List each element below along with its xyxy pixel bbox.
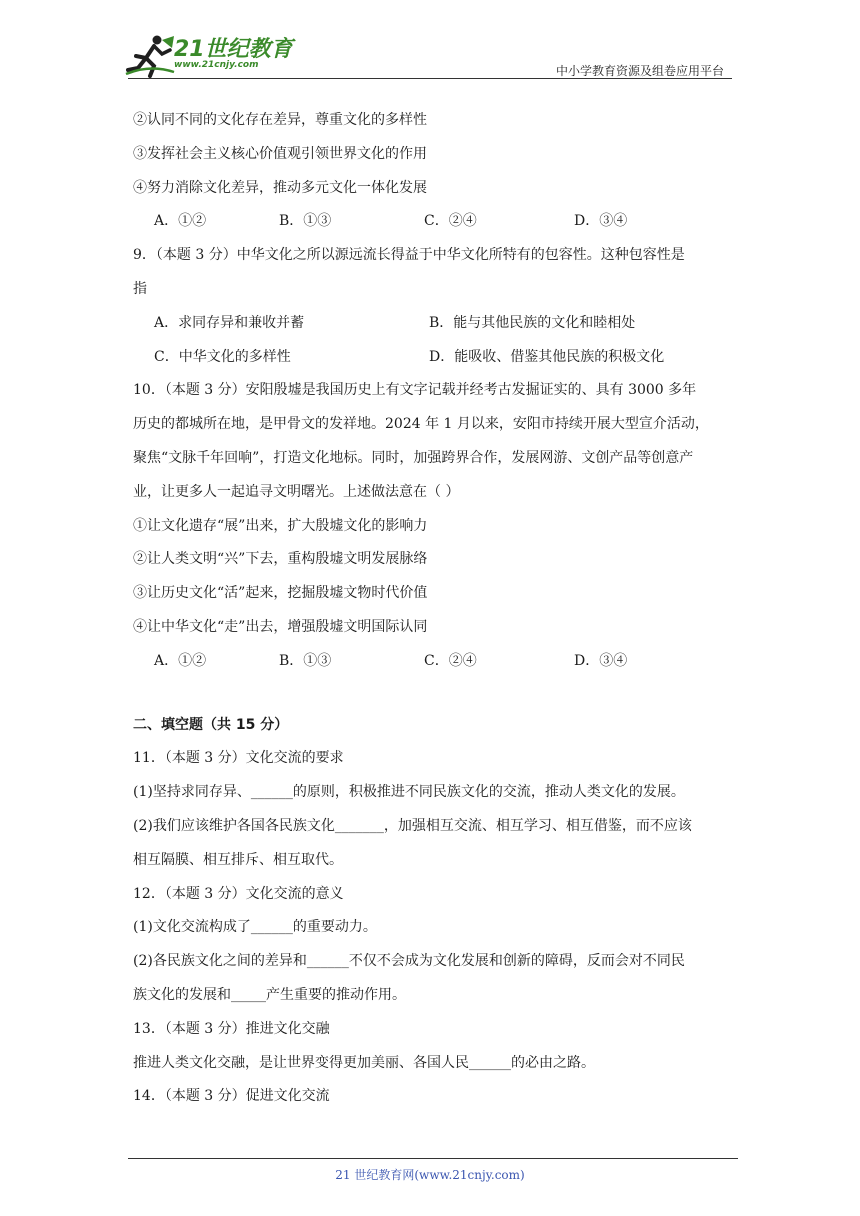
q11-part-2-cont: 相互隔膜、相互排斥、相互取代。 (133, 851, 343, 868)
option-d[interactable]: D．③④ (574, 213, 628, 230)
q8-options (133, 205, 733, 239)
q12-part-1: (1)文化交流构成了______的重要动力。 (133, 919, 377, 936)
runner-logo-icon (124, 34, 176, 78)
q11-part-1: (1)坚持求同存异、______的原则，积极推进不同民族文化的交流，推动人类文化的发展。 (133, 784, 685, 801)
site-logo[interactable] (124, 32, 294, 80)
option-b[interactable]: B．①③ (279, 652, 332, 669)
document-body (133, 104, 733, 1114)
q9-options-row2 (133, 341, 733, 375)
q10-statement-2: ②让人类文明“兴”下去，重构殷墟文明发展脉络 (133, 551, 428, 568)
option-c[interactable]: C．②④ (424, 652, 477, 669)
statement-3: ③发挥社会主义核心价值观引领世界文化的作用 (133, 145, 427, 162)
section-gap (133, 679, 733, 709)
q9-stem-cont: 指 (133, 280, 147, 297)
q9-options-row1 (133, 307, 733, 341)
option-a[interactable]: A．①② (154, 652, 207, 669)
q11-part-2: (2)我们应该维护各国各民族文化_______，加强相互交流、相互学习、相互借鉴，而不应该 (133, 817, 692, 834)
footer-divider (128, 1158, 738, 1159)
q10-statement-4: ④让中华文化“走”出去，增强殷墟文明国际认同 (133, 618, 428, 635)
q10-stem-3: 聚焦“文脉千年回响”，打造文化地标。同时，加强跨界合作，发展网游、文创产品等创意产 (133, 449, 694, 466)
q13-title: 13．（本题 3 分）推进文化交融 (133, 1020, 330, 1037)
statement-4: ④努力消除文化差异，推动多元文化一体化发展 (133, 179, 427, 196)
option-c[interactable]: C．中华文化的多样性 (154, 348, 291, 365)
option-a[interactable]: A．①② (154, 213, 207, 230)
logo-title: 21世纪教育 (174, 37, 293, 62)
q12-title: 12．（本题 3 分）文化交流的意义 (133, 885, 344, 902)
footer-link[interactable]: 21 世纪教育网(www.21cnjy.com) (335, 1168, 525, 1182)
q11-title: 11．（本题 3 分）文化交流的要求 (133, 750, 344, 767)
option-a[interactable]: A．求同存异和兼收并蓄 (154, 314, 305, 331)
platform-name: 中小学教育资源及组卷应用平台 (555, 64, 724, 78)
page-header (0, 0, 860, 90)
option-d[interactable]: D．③④ (574, 652, 628, 669)
q12-part-2-cont: 族文化的发展和_____产生重要的推动作用。 (133, 986, 406, 1003)
q10-statement-3: ③让历史文化“活”起来，挖掘殷墟文物时代价值 (133, 585, 428, 602)
option-b[interactable]: B．能与其他民族的文化和睦相处 (429, 314, 636, 331)
header-divider (128, 78, 732, 79)
q10-stem-4: 业，让更多人一起追寻文明曙光。上述做法意在（ ） (133, 483, 460, 500)
q10-statement-1: ①让文化遗存“展”出来，扩大殷墟文化的影响力 (133, 517, 428, 534)
q10-options (133, 645, 733, 679)
section-heading: 二、填空题（共 15 分） (133, 716, 289, 733)
q14-title: 14．（本题 3 分）促进文化交流 (133, 1088, 330, 1105)
option-b[interactable]: B．①③ (279, 213, 332, 230)
q10-stem-2: 历史的都城所在地，是甲骨文的发祥地。2024 年 1 月以来，安阳市持续开展大型宣介活动， (133, 416, 709, 433)
option-d[interactable]: D．能吸收、借鉴其他民族的积极文化 (429, 348, 665, 365)
statement-2: ②认同不同的文化存在差异，尊重文化的多样性 (133, 112, 427, 128)
q9-stem: 9．（本题 3 分）中华文化之所以源远流长得益于中华文化所特有的包容性。这种包容性是 (133, 247, 685, 264)
option-c[interactable]: C．②④ (424, 213, 477, 230)
q12-part-2: (2)各民族文化之间的差异和______不仅不会成为文化发展和创新的障碍，反而会对不同民 (133, 953, 685, 970)
q13-body: 推进人类文化交融，是让世界变得更加美丽、各国人民______的必由之路。 (133, 1054, 595, 1071)
q10-stem: 10．（本题 3 分）安阳殷墟是我国历史上有文字记载并经考古发掘证实的、具有 3000 多年 (133, 382, 697, 399)
logo-url: www.21cnjy.com (174, 60, 259, 70)
